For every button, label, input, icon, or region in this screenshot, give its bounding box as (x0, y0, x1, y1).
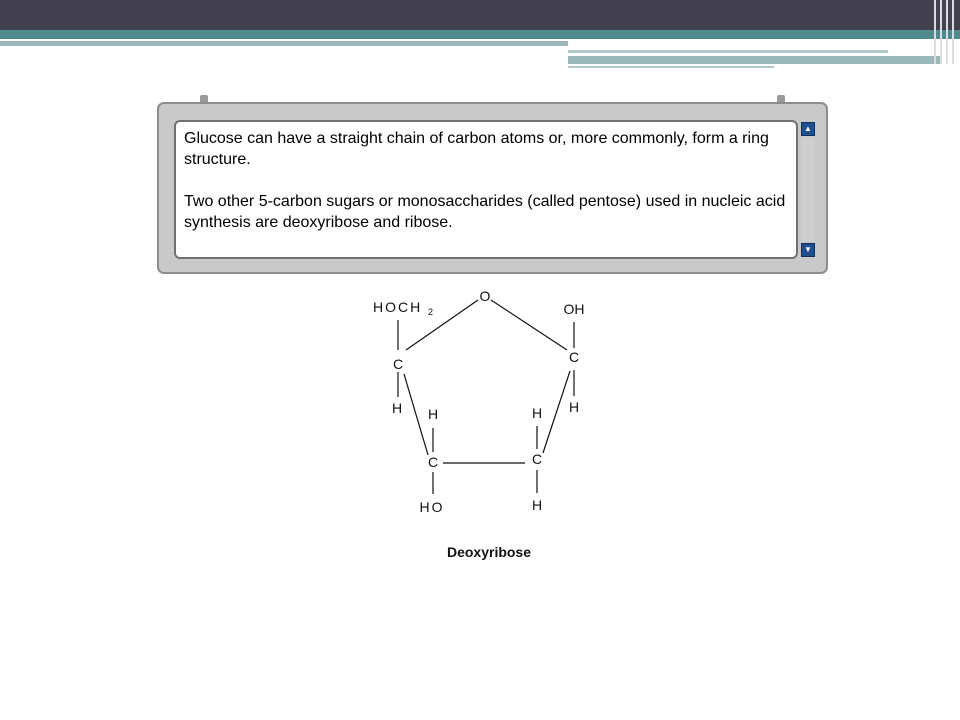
carbon-1-label: C (568, 349, 580, 365)
hydrogen-label: H (531, 405, 543, 421)
ho-group-label: HO (419, 499, 445, 515)
ring-bond (543, 371, 570, 453)
hoch2-group-label: HOCH (373, 299, 423, 315)
scroll-up-icon[interactable]: ▲ (801, 122, 815, 136)
scroll-down-icon[interactable]: ▼ (801, 243, 815, 257)
carbon-2-label: C (531, 451, 543, 467)
diagram-caption: Deoxyribose (446, 544, 532, 560)
ring-bond (491, 300, 567, 350)
carbon-3-label: C (427, 454, 439, 470)
hydrogen-label: H (427, 406, 439, 422)
carbon-4-label: C (392, 356, 404, 372)
hydrogen-label: H (531, 497, 543, 513)
oh-group-label: OH (563, 301, 585, 317)
textbox-paragraph-2: Two other 5-carbon sugars or monosaccharides (called pentose) used in nucleic acid synthesis are deoxyribose and ribose. (184, 193, 786, 231)
textbox-paragraph-1: Glucose can have a straight chain of carbon atoms or, more commonly, form a ring structure. (184, 130, 769, 168)
hydrogen-label: H (568, 399, 580, 415)
hydrogen-label: H (391, 400, 403, 416)
ring-oxygen-label: O (479, 288, 491, 304)
ring-bond (404, 374, 428, 455)
hoch2-subscript: 2 (428, 307, 434, 317)
